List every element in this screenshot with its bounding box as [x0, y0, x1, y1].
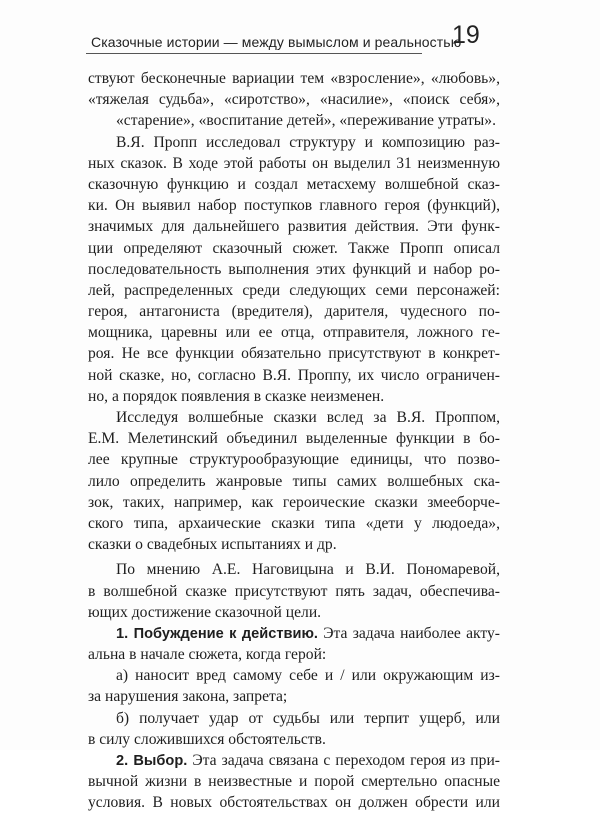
text-line: мощника, царевны или ее отца, отправителя, ложного ге- — [88, 324, 500, 342]
page-number: 19 — [452, 21, 480, 49]
text-line: ции определяют сказочный сюжет. Также Пропп описал — [88, 239, 500, 257]
task-2-text: Эта задача связана с переходом героя из при- — [187, 752, 500, 769]
text-line: последовательность выполнения этих функций и набор ро- — [88, 260, 500, 278]
text-line: зок, таких, например, как героические сказки змееборче- — [88, 493, 500, 511]
text-line: ющих достижение сказочной цели. — [88, 603, 322, 621]
list-item-a: а) наносит вред самому себе и / или окружающим из- — [116, 667, 500, 685]
text-line: В.Я. Пропп исследовал структуру и композицию раз- — [116, 133, 500, 151]
text-line: «старение», «воспитание детей», «переживание утраты». — [116, 112, 496, 130]
text-line: в волшебной сказке присутствуют пять задач, обеспечива- — [88, 582, 500, 600]
running-header: Сказочные истории — между вымыслом и реальностью — [91, 34, 462, 50]
text-line: Е.М. Мелетинский объединил выделенные функции в бо- — [88, 430, 500, 448]
list-item-a-cont: за нарушения закона, запрета; — [88, 688, 288, 706]
task-2-heading: 2. Выбор. — [116, 753, 188, 769]
text-line: По мнению А.Е. Наговицына и В.И. Пономаревой, — [116, 561, 500, 579]
text-line: ствуют бесконечные вариации тем «взросление», «любовь», — [88, 70, 500, 87]
text-line: ных сказок. В ходе этой работы он выделил 31 неизменную — [88, 154, 500, 172]
text-line: Исследуя волшебные сказки вслед за В.Я. Проппом, — [116, 409, 500, 426]
text-line: ной сказке, но, согласно В.Я. Проппу, их число ограничен- — [88, 366, 500, 384]
text-line: условия. В новых обстоятельствах он должен обрести или — [88, 794, 500, 812]
list-item-b: б) получает удар от судьбы или терпит ущерб, или — [116, 709, 500, 727]
header-rule — [86, 53, 422, 54]
list-item-b-cont: в силу сложившихся обстоятельств. — [88, 730, 326, 748]
task-1-line — [88, 623, 500, 644]
text-line: альна в начале сюжета, когда герой: — [88, 646, 327, 664]
text-line: лее крупные структурообразующие единицы, что позво- — [88, 451, 500, 469]
page-body — [88, 68, 500, 814]
task-2-line — [88, 750, 500, 771]
text-line: роя. Не все функции обязательно присутствуют в конкрет- — [88, 345, 500, 363]
text-line: но, а порядок появления в сказке неизменен. — [88, 387, 385, 405]
task-1-text: Эта задача наиболее акту- — [317, 624, 500, 642]
text-line: сказочную функцию и создал метасхему волшебной сказ- — [88, 175, 500, 193]
text-line: значимых для дальнейшего развития действия. Эти функ- — [88, 218, 500, 236]
task-1-heading: 1. Побуждение к действию. — [116, 625, 318, 642]
text-line: сказки о свадебных испытаниях и др. — [88, 536, 337, 554]
text-line: ки. Он выявил набор поступков главного героя (функций), — [88, 197, 500, 215]
text-line: лило определить жанровые типы самих волшебных ска- — [88, 472, 500, 490]
text-line: лей, распределенных среди следующих семи персонажей: — [88, 281, 500, 299]
text-line: «тяжелая судьба», «сиротство», «насилие», «поиск себя», — [88, 91, 500, 109]
text-line: вычной жизни в неизвестные и порой смертельно опасные — [88, 773, 500, 791]
text-line: героя, антагониста (вредителя), дарителя, чудесного по- — [88, 303, 500, 321]
text-line: ского типа, архаические сказки типа «дети у людоеда», — [88, 514, 500, 532]
